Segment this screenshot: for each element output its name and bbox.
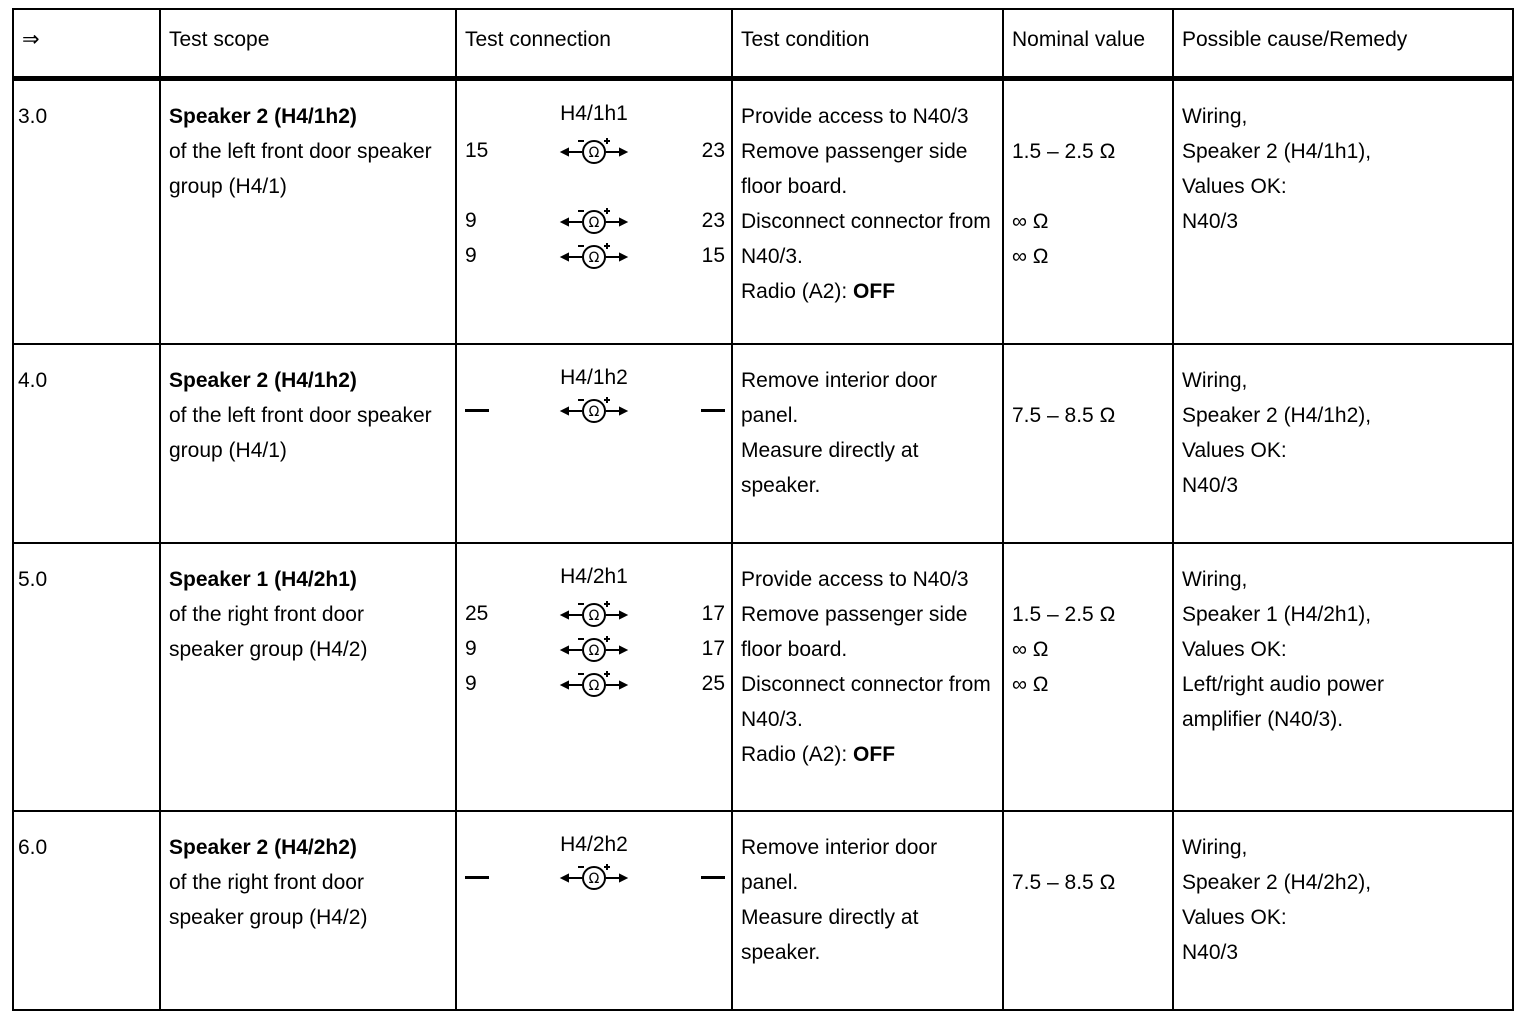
connection-row: 9 15 (457, 238, 731, 273)
arrow-icon: ⇒ (22, 28, 40, 51)
connection-cell (456, 543, 732, 811)
step-cell: 5.0 (14, 543, 160, 811)
scope-title: Speaker 2 (H4/1h2) (169, 369, 357, 392)
scope-title: Speaker 1 (H4/2h1) (169, 568, 357, 591)
connection-label: H4/1h2 (560, 366, 628, 389)
header-test-scope: Test scope (160, 10, 456, 78)
connection-label: H4/2h1 (560, 565, 628, 588)
connection-cell (456, 78, 732, 344)
step-cell: 6.0 (18, 836, 48, 859)
step-cell: 4.0 (14, 344, 160, 543)
condition-cell: Remove interior door panel. Measure directly at speaker. (732, 811, 1003, 1009)
nominal-cell: 7.5 – 8.5 Ω (1003, 344, 1173, 543)
scope-cell: Speaker 2 (H4/1h2) of the left front door speaker group (H4/1) (160, 78, 456, 344)
step-cell: 3.0 (14, 78, 160, 344)
remedy-cell: Wiring, Speaker 2 (H4/1h1), Values OK: N40/3 (1173, 78, 1512, 344)
condition-cell: Provide access to N40/3 Remove passenger side floor board. Disconnect connector from N40/3. Radio (A2): OFF (732, 543, 1003, 811)
header-test-connection: Test connection (456, 10, 732, 78)
nominal-cell: 1.5 – 2.5 Ω ∞ Ω ∞ Ω (1003, 543, 1173, 811)
scope-title: Speaker 2 (H4/1h2) (169, 104, 357, 128)
scope-cell: Speaker 2 (H4/2h2) of the right front door speaker group (H4/2) (160, 811, 456, 1009)
open-lead-left (465, 409, 489, 412)
scope-cell: Speaker 2 (H4/1h2) of the left front door speaker group (H4/1) (160, 344, 456, 543)
ohmmeter-icon (554, 135, 634, 165)
ohmmeter-icon (554, 394, 634, 424)
connection-cell (456, 811, 732, 1009)
connection-row: 9 17 (457, 631, 731, 666)
ohmmeter-icon (554, 205, 634, 235)
connection-row: 9 23 (457, 203, 731, 238)
open-lead-right (701, 409, 725, 412)
ohmmeter-icon (554, 633, 634, 663)
connection-label: H4/1h1 (560, 101, 628, 125)
table-row (14, 543, 1512, 811)
remedy-cell: Wiring, Speaker 2 (H4/1h2), Values OK: N40/3 (1173, 344, 1512, 543)
table-row (14, 344, 1512, 543)
nominal-cell: 7.5 – 8.5 Ω (1003, 811, 1173, 1009)
test-table-sheet (12, 8, 1514, 1011)
test-table (14, 10, 1512, 1009)
connection-row (457, 859, 731, 894)
connection-label: H4/2h2 (560, 833, 628, 856)
scope-title: Speaker 2 (H4/2h2) (169, 836, 357, 859)
open-lead-left (465, 876, 489, 879)
remedy-cell: Wiring, Speaker 1 (H4/2h1), Values OK: Left/right audio power amplifier (N40/3). (1173, 543, 1512, 811)
connection-cell (456, 344, 732, 543)
remedy-cell: Wiring, Speaker 2 (H4/2h2), Values OK: N40/3 (1173, 811, 1512, 1009)
header-arrow (14, 10, 160, 78)
table-row (14, 811, 1512, 1009)
open-lead-right (701, 876, 725, 879)
condition-cell: Provide access to N40/3 Remove passenger side floor board. Disconnect connector from N40/3. Radio (A2): OFF (732, 78, 1003, 344)
off-label: OFF (853, 279, 896, 303)
ohmmeter-icon (554, 861, 634, 891)
connection-row: 25 17 (457, 596, 731, 631)
table-row (14, 78, 1512, 344)
ohmmeter-icon (554, 598, 634, 628)
header-possible-cause: Possible cause/Remedy (1173, 10, 1512, 78)
header-row (14, 10, 1512, 78)
off-label: OFF (853, 743, 896, 766)
scope-cell: Speaker 1 (H4/2h1) of the right front door speaker group (H4/2) (160, 543, 456, 811)
header-nominal-value: Nominal value (1003, 10, 1173, 78)
connection-row (457, 392, 731, 427)
ohmmeter-icon (554, 240, 634, 270)
ohmmeter-icon (554, 668, 634, 698)
header-test-condition: Test condition (732, 10, 1003, 78)
connection-row: 15 23 (457, 133, 731, 168)
connection-row: 9 25 (457, 666, 731, 701)
nominal-cell: 1.5 – 2.5 Ω ∞ Ω ∞ Ω (1003, 78, 1173, 344)
condition-cell: Remove interior door panel. Measure directly at speaker. (732, 344, 1003, 543)
